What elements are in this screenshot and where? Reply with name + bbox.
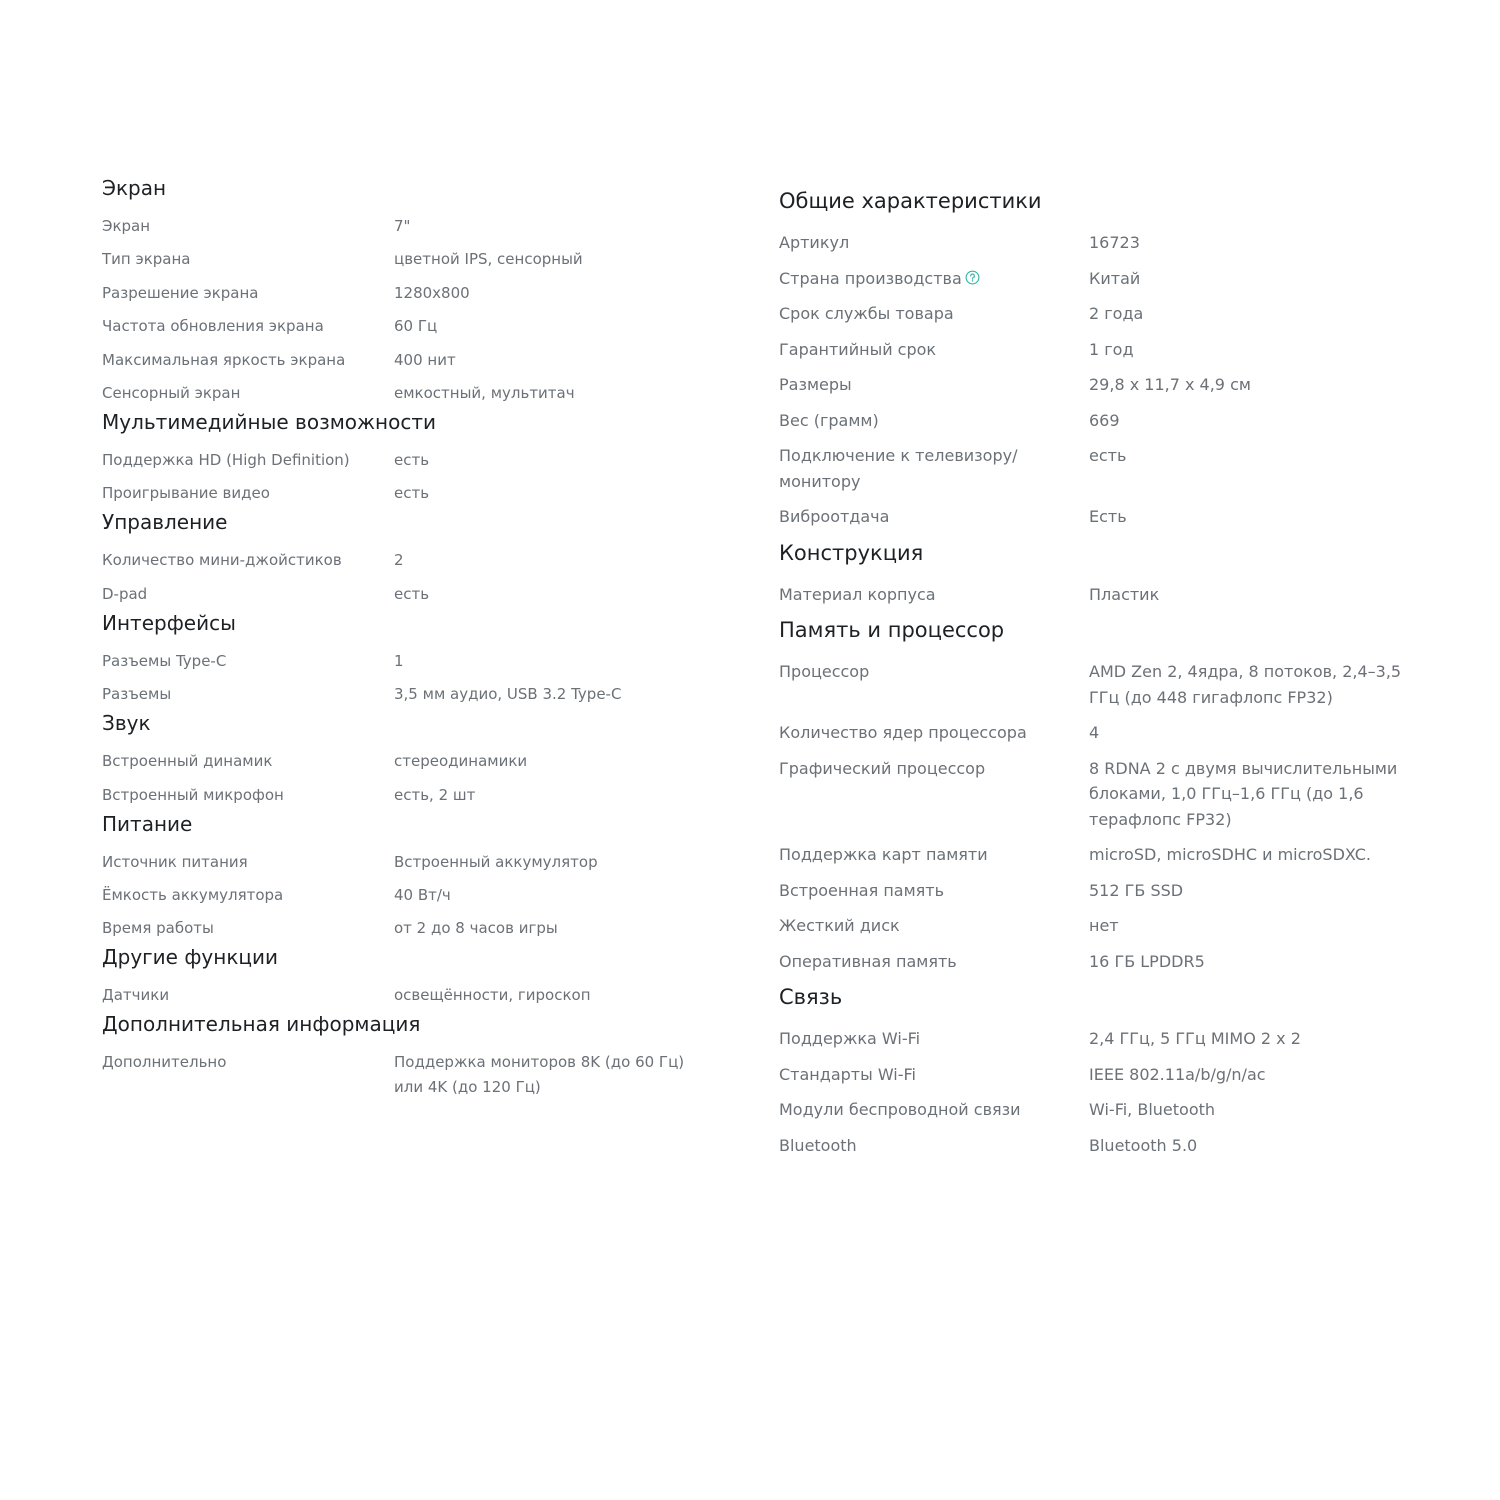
spec-section — [779, 538, 1419, 608]
spec-label-text: Срок службы товара — [779, 304, 954, 323]
section-title: Экран — [102, 176, 167, 200]
spec-label-text: Подключение к телевизору/ монитору — [779, 446, 1018, 491]
spec-label-text: Время работы — [102, 919, 214, 938]
spec-label — [102, 682, 394, 707]
spec-label — [102, 348, 394, 373]
spec-section — [102, 609, 702, 707]
spec-section — [779, 186, 1419, 530]
spec-row — [102, 649, 702, 674]
spec-label — [102, 983, 394, 1008]
spec-rows — [779, 230, 1419, 530]
spec-rows — [102, 850, 702, 942]
spec-label-text: Поддержка HD (High Definition) — [102, 450, 350, 469]
spec-rows — [102, 548, 702, 606]
spec-section — [102, 810, 702, 942]
spec-value: освещённости, гироскоп — [394, 986, 591, 1005]
spec-row — [102, 481, 702, 506]
spec-value: есть, 2 шт — [394, 785, 476, 804]
spec-label — [102, 281, 394, 306]
spec-label-text: Разъемы Type-C — [102, 651, 227, 670]
spec-value: есть — [394, 450, 430, 469]
spec-row — [779, 878, 1419, 904]
section-title: Связь — [779, 985, 843, 1009]
spec-value: 4 — [1089, 723, 1100, 742]
spec-row — [102, 783, 702, 808]
section-title: Мультимедийные возможности — [102, 409, 437, 434]
spec-label — [102, 381, 394, 406]
spec-label-text: Разрешение экрана — [102, 283, 259, 302]
section-title: Интерфейсы — [102, 610, 236, 635]
spec-row — [102, 281, 702, 306]
spec-label-text: Артикул — [779, 233, 850, 252]
spec-label — [779, 230, 1089, 256]
spec-row — [102, 749, 702, 774]
spec-label — [102, 582, 394, 607]
spec-label — [779, 266, 1089, 292]
spec-section — [102, 508, 702, 606]
spec-label-text: Встроенный динамик — [102, 752, 273, 771]
spec-section — [102, 174, 702, 406]
spec-value: есть — [1089, 446, 1127, 465]
spec-value: есть — [394, 484, 430, 503]
spec-label-text: Максимальная яркость экрана — [102, 350, 346, 369]
spec-value: 2 года — [1089, 304, 1144, 323]
spec-label — [779, 913, 1089, 939]
spec-label — [102, 783, 394, 808]
spec-value: Поддержка мониторов 8K (до 60 Гц) или 4K (до 120 Гц) — [394, 1053, 685, 1097]
spec-label — [779, 504, 1089, 530]
spec-label — [779, 756, 1089, 782]
spec-rows — [102, 649, 702, 707]
spec-value: 1280x800 — [394, 283, 470, 302]
spec-value: Встроенный аккумулятор — [394, 852, 598, 871]
spec-section — [102, 1010, 702, 1100]
help-circle-icon[interactable] — [965, 270, 980, 285]
spec-row — [779, 720, 1419, 746]
spec-row — [102, 983, 702, 1008]
spec-row — [779, 913, 1419, 939]
spec-label-text: Модули беспроводной связи — [779, 1100, 1021, 1119]
spec-value: Пластик — [1089, 584, 1160, 604]
spec-rows — [102, 749, 702, 807]
spec-section — [102, 709, 702, 807]
spec-label — [779, 372, 1089, 398]
section-title: Память и процессор — [779, 618, 1005, 642]
spec-value: нет — [1089, 916, 1119, 935]
spec-label-text: Оперативная память — [779, 951, 957, 971]
spec-rows — [102, 214, 702, 406]
spec-label-text: Источник питания — [102, 852, 248, 871]
spec-label — [779, 1097, 1089, 1123]
spec-label-text: Жесткий диск — [779, 916, 900, 935]
spec-label — [102, 749, 394, 774]
spec-row — [779, 372, 1419, 398]
spec-row — [102, 548, 702, 573]
spec-label — [779, 337, 1089, 363]
spec-rows — [779, 582, 1419, 608]
spec-label — [779, 878, 1089, 904]
spec-row — [102, 314, 702, 339]
spec-row — [102, 682, 702, 707]
spec-label — [102, 548, 394, 573]
section-title: Звук — [102, 711, 151, 736]
spec-value: AMD Zen 2, 4ядра, 8 потоков, 2,4–3,5 ГГц (до 448 гигафлопс FP32) — [1089, 662, 1402, 707]
spec-label-text: Датчики — [102, 986, 170, 1005]
spec-value: 2,4 ГГц, 5 ГГц MIMO 2 x 2 — [1089, 1029, 1301, 1048]
spec-label — [102, 481, 394, 506]
spec-section — [779, 615, 1419, 974]
spec-section — [102, 943, 702, 1008]
spec-label — [102, 649, 394, 674]
spec-label — [779, 720, 1089, 746]
spec-row — [102, 850, 702, 875]
spec-value: цветной IPS, сенсорный — [394, 250, 583, 269]
spec-label-text: Разъемы — [102, 685, 172, 704]
spec-value: от 2 до 8 часов игры — [394, 919, 558, 938]
spec-row — [779, 1097, 1419, 1123]
spec-value: емкостный, мультитач — [394, 383, 575, 402]
spec-label-text: Виброотдача — [779, 507, 890, 526]
spec-label — [779, 1062, 1089, 1088]
spec-label-text: Материал корпуса — [779, 584, 936, 604]
spec-row — [779, 504, 1419, 530]
spec-row — [779, 408, 1419, 434]
spec-label — [102, 883, 394, 908]
spec-label-text: Количество ядер процессора — [779, 723, 1027, 742]
section-title: Другие функции — [102, 945, 279, 970]
spec-label-text: Дополнительно — [102, 1053, 227, 1072]
spec-row — [102, 1050, 702, 1100]
spec-row — [779, 756, 1419, 833]
spec-label — [779, 1026, 1089, 1052]
spec-value: 8 RDNA 2 с двумя вычислительными блоками, 1,0 ГГц–1,6 ГГц (до 1,6 терафлопс FP32) — [1089, 758, 1398, 829]
spec-label — [779, 842, 1089, 868]
spec-row — [102, 214, 702, 239]
spec-rows — [102, 983, 702, 1008]
spec-row — [102, 448, 702, 473]
spec-label — [779, 301, 1089, 327]
spec-label-text: Ёмкость аккумулятора — [102, 885, 284, 904]
spec-value: 669 — [1089, 410, 1120, 430]
spec-row — [779, 337, 1419, 363]
spec-label-text: Встроенная память — [779, 880, 945, 900]
spec-label-text: Экран — [102, 217, 151, 235]
spec-label-text: Стандарты Wi-Fi — [779, 1064, 916, 1084]
spec-row — [779, 659, 1419, 710]
spec-value: 2 — [394, 551, 404, 570]
spec-label — [779, 1133, 1089, 1159]
spec-label-text: Количество мини-джойстиков — [102, 551, 342, 570]
spec-row — [779, 301, 1419, 327]
spec-row — [102, 348, 702, 373]
specs-column-right — [779, 186, 1419, 1166]
spec-label-text: Поддержка Wi-Fi — [779, 1029, 921, 1048]
spec-rows — [102, 448, 702, 506]
spec-value: 512 ГБ SSD — [1089, 880, 1184, 900]
spec-row — [779, 842, 1419, 868]
spec-row — [779, 266, 1419, 292]
spec-rows — [102, 1050, 702, 1100]
spec-row — [779, 1133, 1419, 1159]
spec-label — [779, 949, 1089, 975]
spec-label-text: Тип экрана — [102, 250, 191, 269]
section-title: Питание — [102, 811, 193, 836]
spec-label — [102, 314, 394, 339]
spec-value: 40 Вт/ч — [394, 885, 451, 904]
spec-value: 29,8 x 11,7 x 4,9 см — [1089, 375, 1251, 394]
spec-label-text: Страна производства — [779, 268, 962, 288]
specs-column-left — [102, 174, 702, 1102]
spec-rows — [779, 1026, 1419, 1158]
spec-value: microSD, microSDHC и microSDXC. — [1089, 845, 1371, 864]
section-title: Конструкция — [779, 540, 924, 565]
spec-label — [102, 448, 394, 473]
spec-label — [779, 659, 1089, 685]
section-title: Общие характеристики — [779, 189, 1042, 213]
spec-label-text: Размеры — [779, 375, 852, 394]
spec-row — [102, 582, 702, 607]
spec-value: 7" — [394, 217, 411, 235]
spec-value: IEEE 802.11a/b/g/n/ac — [1089, 1064, 1266, 1084]
spec-row — [779, 443, 1419, 494]
spec-label — [102, 1050, 394, 1075]
spec-row — [102, 916, 702, 941]
spec-value: Есть — [1089, 507, 1127, 526]
spec-value: 60 Гц — [394, 317, 438, 336]
spec-row — [779, 1026, 1419, 1052]
spec-label — [779, 443, 1089, 494]
spec-label — [102, 916, 394, 941]
spec-value: Wi-Fi, Bluetooth — [1089, 1100, 1216, 1119]
spec-label-text: Процессор — [779, 662, 870, 681]
spec-row — [102, 247, 702, 272]
spec-label — [779, 408, 1089, 434]
spec-label — [779, 582, 1089, 608]
spec-row — [779, 582, 1419, 608]
spec-row — [779, 949, 1419, 975]
spec-label-text: Встроенный микрофон — [102, 785, 284, 804]
spec-label-text: Частота обновления экрана — [102, 317, 324, 336]
spec-label-text: D-pad — [102, 584, 148, 603]
spec-value: 16723 — [1089, 233, 1140, 252]
spec-value: стереодинамики — [394, 752, 528, 771]
spec-rows — [779, 659, 1419, 974]
spec-label-text: Гарантийный срок — [779, 339, 937, 359]
spec-value: 1 — [394, 651, 404, 670]
spec-label — [102, 247, 394, 272]
spec-row — [102, 381, 702, 406]
spec-label-text: Вес (грамм) — [779, 410, 879, 430]
spec-row — [102, 883, 702, 908]
spec-label-text: Поддержка карт памяти — [779, 845, 988, 864]
spec-label — [102, 850, 394, 875]
spec-value: 400 нит — [394, 350, 456, 369]
spec-value: есть — [394, 584, 430, 603]
spec-value: 1 год — [1089, 339, 1134, 359]
section-title: Дополнительная информация — [102, 1012, 421, 1037]
spec-label-text: Bluetooth — [779, 1135, 857, 1155]
spec-row — [779, 1062, 1419, 1088]
spec-value: 3,5 мм аудио, USB 3.2 Type-C — [394, 685, 622, 704]
spec-label — [102, 214, 394, 239]
spec-label-text: Проигрывание видео — [102, 484, 270, 503]
spec-value: Китай — [1089, 268, 1141, 288]
spec-label-text: Сенсорный экран — [102, 383, 241, 402]
section-title: Управление — [102, 510, 228, 535]
spec-section — [779, 982, 1419, 1158]
spec-label-text: Графический процессор — [779, 758, 986, 778]
spec-section — [102, 408, 702, 506]
spec-value: 16 ГБ LPDDR5 — [1089, 951, 1205, 971]
spec-value: Bluetooth 5.0 — [1089, 1135, 1198, 1155]
spec-row — [779, 230, 1419, 256]
